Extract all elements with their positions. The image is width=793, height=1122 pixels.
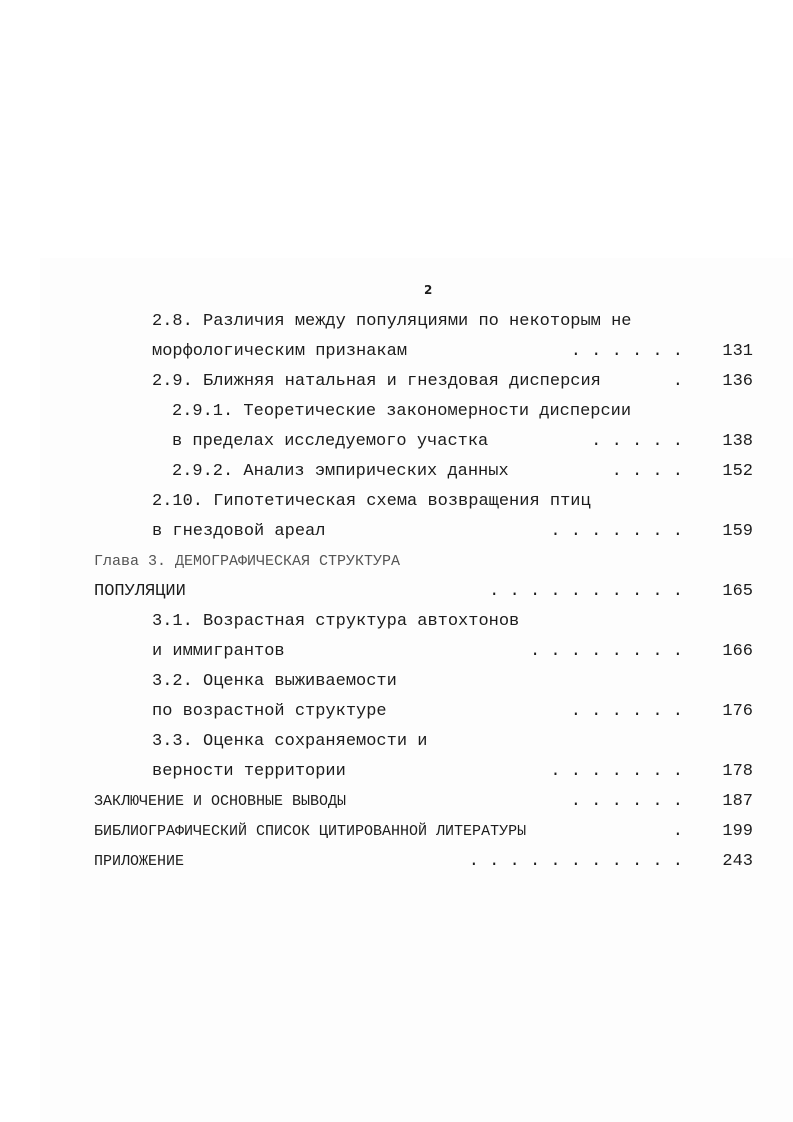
toc-entry-3-2-line1: 3.2. Оценка выживаемости <box>152 672 397 691</box>
toc-page-number: 159 <box>722 522 753 541</box>
toc-bibliography: БИБЛИОГРАФИЧЕСКИЙ СПИСОК ЦИТИРОВАННОЙ ЛИТЕРАТУРЫ <box>94 823 527 840</box>
toc-leader-dots: . . . . . . . . . . . <box>468 852 683 871</box>
toc-leader-dots: . . . . . . . . . . <box>489 582 683 601</box>
toc-entry-2-9-1-line1: 2.9.1. Теоретические закономерности дисперсии <box>172 402 632 421</box>
toc-page-number: 136 <box>722 372 753 391</box>
toc-leader-dots: . . . . . . <box>570 792 683 811</box>
toc-leader-dots: . <box>672 372 683 391</box>
toc-page-number: 131 <box>722 342 753 361</box>
toc-chapter-3-line1: Глава 3. ДЕМОГРАФИЧЕСКАЯ СТРУКТУРА <box>94 553 401 570</box>
toc-page-number: 165 <box>722 582 753 601</box>
toc-entry-2-10-line1: 2.10. Гипотетическая схема возвращения птиц <box>152 492 591 511</box>
toc-page-number: 243 <box>722 852 753 871</box>
toc-page-number: 176 <box>722 702 753 721</box>
toc-leader-dots: . . . . . . . <box>550 762 683 781</box>
toc-entry-3-1-line2: и иммигрантов <box>152 642 285 661</box>
toc-page-number: 187 <box>722 792 753 811</box>
toc-leader-dots: . . . . . . <box>570 702 683 721</box>
page-number: 2 <box>424 283 433 297</box>
toc-leader-dots: . . . . . . . <box>550 522 683 541</box>
toc-appendix: ПРИЛОЖЕНИЕ <box>94 853 185 870</box>
toc-chapter-3-line2: ПОПУЛЯЦИИ <box>94 582 186 601</box>
toc-page-number: 152 <box>722 462 753 481</box>
toc-conclusion: ЗАКЛЮЧЕНИЕ И ОСНОВНЫЕ ВЫВОДЫ <box>94 793 347 810</box>
toc-leader-dots: . <box>672 822 683 841</box>
toc-entry-3-3-line2: верности территории <box>152 762 346 781</box>
toc-entry-3-1-line1: 3.1. Возрастная структура автохтонов <box>152 612 520 631</box>
toc-leader-dots: . . . . <box>611 462 683 481</box>
toc-entry-2-10-line2: в гнездовой ареал <box>152 522 326 541</box>
toc-entry-2-8-line2: морфологическим признакам <box>152 342 408 361</box>
toc-page-number: 178 <box>722 762 753 781</box>
toc-page-number: 138 <box>722 432 753 451</box>
toc-entry-2-9-2: 2.9.2. Анализ эмпирических данных <box>172 462 509 481</box>
toc-entry-3-3-line1: 3.3. Оценка сохраняемости и <box>152 732 428 751</box>
toc-entry-2-9-1-line2: в пределах исследуемого участка <box>172 432 489 451</box>
toc-entry-2-8-line1: 2.8. Различия между популяциями по некоторым не <box>152 312 632 331</box>
toc-leader-dots: . . . . . <box>591 432 683 451</box>
toc-leader-dots: . . . . . . . . <box>529 642 683 661</box>
toc-page-number: 199 <box>722 822 753 841</box>
toc-entry-2-9: 2.9. Ближняя натальная и гнездовая дисперсия <box>152 372 601 391</box>
toc-entry-3-2-line2: по возрастной структуре <box>152 702 387 721</box>
toc-leader-dots: . . . . . . <box>570 342 683 361</box>
toc-page-number: 166 <box>722 642 753 661</box>
